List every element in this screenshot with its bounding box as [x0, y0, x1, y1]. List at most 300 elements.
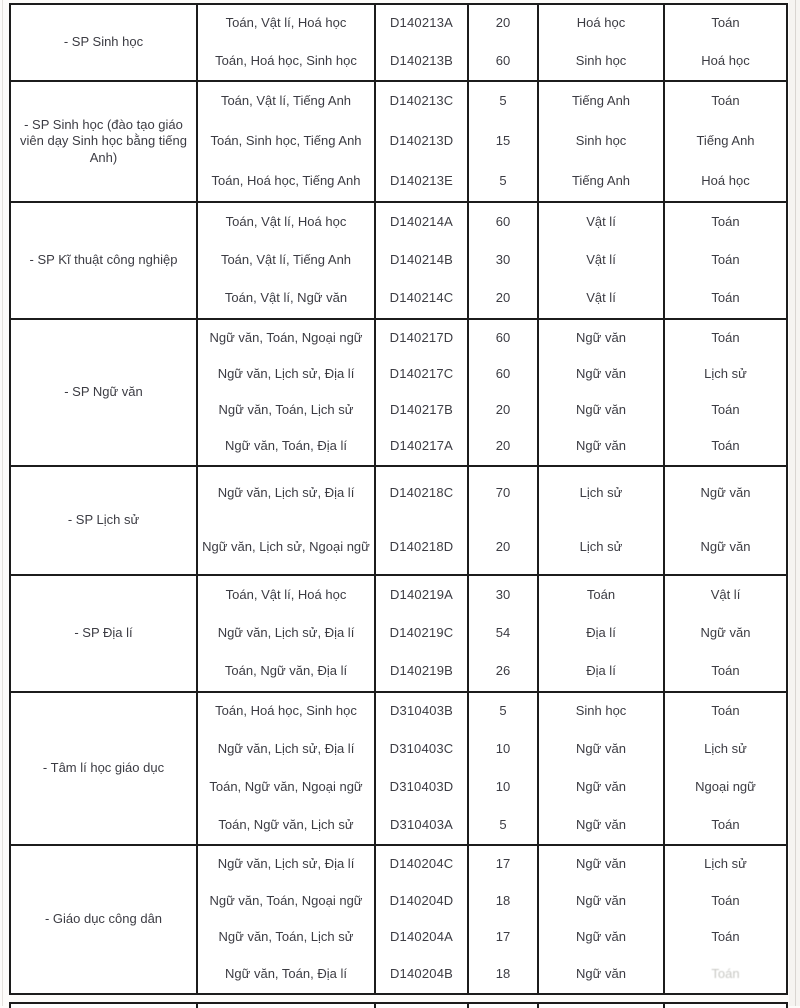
main-subject-cell-value: Hoá học	[577, 16, 625, 31]
cell-line	[198, 467, 374, 521]
cell-line	[539, 467, 663, 521]
code-cell-value: D140217D	[390, 331, 454, 346]
combination-cell-value: Toán, Ngữ văn, Ngoại ngữ	[209, 780, 362, 795]
secondary-subject-cell-value: Ngữ văn	[701, 626, 751, 641]
cell-line	[469, 614, 537, 652]
cell-line	[539, 241, 663, 279]
main-subject-cell-value: Địa lí	[586, 626, 616, 641]
main-subject-cell-value: Ngữ văn	[576, 439, 626, 454]
cell-line	[539, 693, 663, 731]
secondary-subject-cell-value: Toán	[711, 403, 739, 418]
code-cell-value: D140214A	[390, 215, 453, 230]
partial-cell	[196, 1004, 374, 1008]
combination-cell-value: Ngữ văn, Toán, Địa lí	[225, 967, 347, 982]
secondary-subject-cell-value: Toán	[711, 818, 739, 833]
cell-line	[198, 769, 374, 807]
cell-line	[665, 467, 786, 521]
cell-line	[376, 241, 467, 279]
program-cell	[11, 467, 196, 574]
code-cell-value: D140217C	[390, 367, 454, 382]
cell-line	[539, 731, 663, 769]
code-cell	[374, 693, 467, 844]
cell-line	[198, 521, 374, 575]
program-cell	[11, 203, 196, 318]
cell-line	[539, 122, 663, 162]
cell-line	[665, 576, 786, 614]
cell-line	[198, 320, 374, 356]
code-cell-value: D140213D	[390, 134, 454, 149]
cell-line	[469, 356, 537, 392]
cell-line	[665, 5, 786, 43]
program-name: - SP Sinh học (đào tạo giáo viên dạy Sinh học bằng tiếng Anh)	[11, 115, 196, 168]
cell-line	[198, 122, 374, 162]
admissions-table	[9, 3, 788, 995]
cell-line	[198, 614, 374, 652]
cell-line	[469, 429, 537, 465]
cell-line	[539, 203, 663, 241]
combination-cell-value: Toán, Vật lí, Ngữ văn	[225, 291, 347, 306]
combination-cell-value: Ngữ văn, Toán, Lịch sử	[219, 930, 354, 945]
cell-line	[376, 846, 467, 883]
quota-cell-value: 60	[496, 215, 510, 230]
secondary-subject-cell	[663, 203, 786, 318]
code-cell-value: D140213C	[390, 94, 454, 109]
combination-cell-value: Toán, Ngữ văn, Lịch sử	[218, 818, 353, 833]
cell-line	[539, 393, 663, 429]
cell-line	[665, 920, 786, 957]
secondary-subject-cell-value: Toán	[711, 967, 739, 982]
main-subject-cell-value: Tiếng Anh	[572, 174, 630, 189]
quota-cell-value: 30	[496, 588, 510, 603]
cell-line	[539, 614, 663, 652]
cell-line	[376, 731, 467, 769]
quota-cell-value: 5	[499, 818, 506, 833]
main-subject-cell-value: Sinh học	[576, 134, 627, 149]
partial-cell	[663, 1004, 786, 1008]
main-subject-cell-value: Ngữ văn	[576, 967, 626, 982]
cell-line	[376, 920, 467, 957]
cell-line	[665, 769, 786, 807]
main-subject-cell-value: Ngữ văn	[576, 367, 626, 382]
cell-line	[665, 806, 786, 844]
code-cell-value: D310403A	[390, 818, 453, 833]
cell-line	[376, 653, 467, 691]
main-subject-cell	[537, 203, 663, 318]
cell-line	[469, 467, 537, 521]
secondary-subject-cell	[663, 576, 786, 691]
main-subject-cell	[537, 693, 663, 844]
combination-cell-value: Ngữ văn, Lịch sử, Địa lí	[218, 857, 355, 872]
code-cell-value: D140213A	[390, 16, 453, 31]
cell-line	[469, 280, 537, 318]
secondary-subject-cell-value: Hoá học	[701, 174, 749, 189]
quota-cell-value: 30	[496, 253, 510, 268]
cell-line	[198, 5, 374, 43]
secondary-subject-cell-value: Toán	[711, 291, 739, 306]
code-cell	[374, 846, 467, 993]
cell-line	[376, 693, 467, 731]
program-name: - Tâm lí học giáo dục	[11, 758, 196, 778]
main-subject-cell	[537, 576, 663, 691]
cell-line	[198, 576, 374, 614]
code-cell-value: D140204D	[390, 894, 454, 909]
quota-cell-value: 20	[496, 403, 510, 418]
partial-cell	[374, 1004, 467, 1008]
cell-line	[665, 122, 786, 162]
cell-line	[665, 883, 786, 920]
secondary-subject-cell-value: Lịch sử	[704, 367, 747, 382]
cell-line	[665, 161, 786, 201]
cell-line	[665, 393, 786, 429]
cell-line	[198, 956, 374, 993]
combination-cell-value: Toán, Vật lí, Tiếng Anh	[221, 253, 351, 268]
combination-cell	[196, 5, 374, 80]
table-row-group	[11, 82, 786, 203]
cell-line	[665, 429, 786, 465]
cell-line	[376, 521, 467, 575]
cell-line	[469, 846, 537, 883]
cell-line	[539, 161, 663, 201]
cell-line	[469, 653, 537, 691]
secondary-subject-cell-value: Tiếng Anh	[696, 134, 754, 149]
cell-line	[539, 806, 663, 844]
next-row-partial	[9, 1002, 788, 1008]
quota-cell-value: 18	[496, 967, 510, 982]
quota-cell	[467, 82, 537, 201]
quota-cell-value: 5	[499, 94, 506, 109]
program-cell	[11, 846, 196, 993]
cell-line	[198, 731, 374, 769]
cell-line	[198, 883, 374, 920]
cell-line	[469, 693, 537, 731]
table-row-group	[11, 576, 786, 693]
cell-line	[469, 956, 537, 993]
cell-line	[198, 161, 374, 201]
combination-cell-value: Ngữ văn, Lịch sử, Địa lí	[218, 367, 355, 382]
secondary-subject-cell-value: Toán	[711, 439, 739, 454]
code-cell-value: D140213B	[390, 54, 453, 69]
code-cell	[374, 320, 467, 465]
combination-cell-value: Ngữ văn, Lịch sử, Địa lí	[218, 486, 355, 501]
main-subject-cell-value: Toán	[587, 588, 615, 603]
combination-cell-value: Ngữ văn, Toán, Lịch sử	[219, 403, 354, 418]
cell-line	[469, 43, 537, 81]
code-cell-value: D140217B	[390, 403, 453, 418]
combination-cell	[196, 693, 374, 844]
cell-line	[469, 769, 537, 807]
combination-cell-value: Toán, Vật lí, Hoá học	[226, 588, 347, 603]
secondary-subject-cell-value: Toán	[711, 94, 739, 109]
cell-line	[539, 5, 663, 43]
main-subject-cell-value: Ngữ văn	[576, 818, 626, 833]
combination-cell	[196, 82, 374, 201]
cell-line	[198, 43, 374, 81]
quota-cell	[467, 203, 537, 318]
main-subject-cell-value: Sinh học	[576, 704, 627, 719]
main-subject-cell-value: Lịch sử	[580, 540, 623, 555]
code-cell-value: D140204C	[390, 857, 454, 872]
cell-line	[198, 806, 374, 844]
partial-cell	[11, 1004, 196, 1008]
cell-line	[469, 521, 537, 575]
cell-line	[376, 769, 467, 807]
secondary-subject-cell-value: Lịch sử	[704, 742, 747, 757]
code-cell-value: D310403C	[390, 742, 454, 757]
combination-cell-value: Toán, Hoá học, Sinh học	[215, 54, 357, 69]
cell-line	[539, 653, 663, 691]
quota-cell	[467, 320, 537, 465]
combination-cell-value: Ngữ văn, Lịch sử, Địa lí	[218, 626, 355, 641]
cell-line	[376, 356, 467, 392]
secondary-subject-cell-value: Ngữ văn	[701, 486, 751, 501]
quota-cell-value: 20	[496, 540, 510, 555]
main-subject-cell-value: Ngữ văn	[576, 894, 626, 909]
cell-line	[469, 5, 537, 43]
combination-cell-value: Toán, Hoá học, Sinh học	[215, 704, 357, 719]
secondary-subject-cell-value: Hoá học	[701, 54, 749, 69]
cell-line	[539, 846, 663, 883]
main-subject-cell-value: Vật lí	[586, 215, 616, 230]
main-subject-cell-value: Lịch sử	[580, 486, 623, 501]
cell-line	[469, 82, 537, 122]
cell-line	[539, 576, 663, 614]
cell-line	[539, 280, 663, 318]
cell-line	[665, 320, 786, 356]
program-name: - SP Sinh học	[11, 32, 196, 52]
code-cell-value: D140214B	[390, 253, 453, 268]
quota-cell-value: 5	[499, 174, 506, 189]
cell-line	[539, 521, 663, 575]
cell-line	[198, 920, 374, 957]
table-row-group	[11, 5, 786, 82]
right-edge-line	[795, 0, 796, 1006]
cell-line	[376, 43, 467, 81]
code-cell-value: D140218D	[390, 540, 454, 555]
cell-line	[198, 393, 374, 429]
cell-line	[376, 883, 467, 920]
cell-line	[665, 693, 786, 731]
table-row-group	[11, 467, 786, 576]
cell-line	[665, 653, 786, 691]
quota-cell-value: 20	[496, 439, 510, 454]
secondary-subject-cell-value: Ngữ văn	[701, 540, 751, 555]
secondary-subject-cell	[663, 82, 786, 201]
cell-line	[665, 82, 786, 122]
quota-cell-value: 54	[496, 626, 510, 641]
cell-line	[376, 467, 467, 521]
secondary-subject-cell-value: Toán	[711, 331, 739, 346]
quota-cell-value: 17	[496, 857, 510, 872]
combination-cell	[196, 576, 374, 691]
secondary-subject-cell-value: Toán	[711, 930, 739, 945]
quota-cell-value: 17	[496, 930, 510, 945]
partial-cell	[467, 1004, 537, 1008]
cell-line	[469, 241, 537, 279]
cell-line	[665, 846, 786, 883]
main-subject-cell-value: Ngữ văn	[576, 930, 626, 945]
secondary-subject-cell	[663, 693, 786, 844]
cell-line	[376, 122, 467, 162]
cell-line	[539, 920, 663, 957]
cell-line	[198, 846, 374, 883]
cell-line	[198, 203, 374, 241]
cell-line	[376, 393, 467, 429]
combination-cell-value: Toán, Vật lí, Hoá học	[226, 16, 347, 31]
quota-cell-value: 70	[496, 486, 510, 501]
main-subject-cell	[537, 320, 663, 465]
secondary-subject-cell-value: Toán	[711, 215, 739, 230]
main-subject-cell-value: Ngữ văn	[576, 780, 626, 795]
quota-cell	[467, 5, 537, 80]
code-cell	[374, 203, 467, 318]
code-cell	[374, 467, 467, 574]
secondary-subject-cell-value: Toán	[711, 253, 739, 268]
cell-line	[469, 576, 537, 614]
combination-cell-value: Toán, Vật lí, Hoá học	[226, 215, 347, 230]
program-name: - SP Địa lí	[11, 623, 196, 643]
combination-cell-value: Ngữ văn, Lịch sử, Địa lí	[218, 742, 355, 757]
quota-cell-value: 26	[496, 664, 510, 679]
secondary-subject-cell	[663, 846, 786, 993]
cell-line	[665, 731, 786, 769]
quota-cell-value: 60	[496, 331, 510, 346]
program-cell	[11, 320, 196, 465]
cell-line	[469, 203, 537, 241]
cell-line	[665, 956, 786, 993]
secondary-subject-cell	[663, 320, 786, 465]
table-row-group	[11, 693, 786, 846]
quota-cell	[467, 846, 537, 993]
cell-line	[376, 5, 467, 43]
quota-cell-value: 10	[496, 742, 510, 757]
cell-line	[665, 521, 786, 575]
cell-line	[198, 280, 374, 318]
cell-line	[198, 429, 374, 465]
cell-line	[665, 356, 786, 392]
code-cell-value: D140219C	[390, 626, 454, 641]
combination-cell	[196, 203, 374, 318]
table-row-group	[11, 846, 786, 993]
cell-line	[376, 956, 467, 993]
cell-line	[469, 161, 537, 201]
cell-line	[198, 241, 374, 279]
program-cell	[11, 82, 196, 201]
quota-cell-value: 15	[496, 134, 510, 149]
cell-line	[376, 203, 467, 241]
secondary-subject-cell-value: Toán	[711, 664, 739, 679]
code-cell	[374, 82, 467, 201]
cell-line	[665, 241, 786, 279]
main-subject-cell-value: Địa lí	[586, 664, 616, 679]
combination-cell-value: Ngữ văn, Toán, Ngoại ngữ	[209, 331, 362, 346]
program-cell	[11, 693, 196, 844]
cell-line	[469, 883, 537, 920]
cell-line	[376, 161, 467, 201]
main-subject-cell-value: Vật lí	[586, 253, 616, 268]
cell-line	[665, 43, 786, 81]
program-name: - Giáo dục công dân	[11, 909, 196, 929]
main-subject-cell-value: Ngữ văn	[576, 857, 626, 872]
main-subject-cell-value: Ngữ văn	[576, 331, 626, 346]
secondary-subject-cell-value: Lịch sử	[704, 857, 747, 872]
secondary-subject-cell	[663, 467, 786, 574]
cell-line	[539, 429, 663, 465]
combination-cell-value: Ngữ văn, Toán, Ngoại ngữ	[209, 894, 362, 909]
cell-line	[376, 614, 467, 652]
cell-line	[469, 122, 537, 162]
main-subject-cell-value: Sinh học	[576, 54, 627, 69]
quota-cell-value: 5	[499, 704, 506, 719]
cell-line	[376, 82, 467, 122]
main-subject-cell-value: Ngữ văn	[576, 403, 626, 418]
code-cell-value: D140219A	[390, 588, 453, 603]
cell-line	[376, 806, 467, 844]
quota-cell	[467, 693, 537, 844]
cell-line	[539, 356, 663, 392]
main-subject-cell-value: Ngữ văn	[576, 742, 626, 757]
combination-cell-value: Ngữ văn, Lịch sử, Ngoại ngữ	[202, 540, 370, 555]
program-cell	[11, 576, 196, 691]
program-name: - SP Kĩ thuật công nghiệp	[11, 250, 196, 270]
quota-cell-value: 60	[496, 367, 510, 382]
cell-line	[665, 280, 786, 318]
quota-cell	[467, 467, 537, 574]
quota-cell-value: 60	[496, 54, 510, 69]
secondary-subject-cell-value: Vật lí	[711, 588, 741, 603]
cell-line	[376, 280, 467, 318]
cell-line	[376, 429, 467, 465]
left-edge-line	[2, 0, 3, 1006]
code-cell	[374, 5, 467, 80]
main-subject-cell-value: Tiếng Anh	[572, 94, 630, 109]
combination-cell-value: Toán, Hoá học, Tiếng Anh	[212, 174, 361, 189]
secondary-subject-cell-value: Ngoại ngữ	[695, 780, 756, 795]
main-subject-cell	[537, 846, 663, 993]
code-cell-value: D140213E	[390, 174, 453, 189]
combination-cell	[196, 467, 374, 574]
combination-cell	[196, 320, 374, 465]
cell-line	[539, 82, 663, 122]
combination-cell	[196, 846, 374, 993]
combination-cell-value: Toán, Sinh học, Tiếng Anh	[210, 134, 361, 149]
cell-line	[469, 393, 537, 429]
cell-line	[539, 43, 663, 81]
secondary-subject-cell-value: Toán	[711, 894, 739, 909]
code-cell-value: D140204A	[390, 930, 453, 945]
cell-line	[469, 320, 537, 356]
combination-cell-value: Toán, Vật lí, Tiếng Anh	[221, 94, 351, 109]
cell-line	[376, 320, 467, 356]
quota-cell-value: 10	[496, 780, 510, 795]
code-cell-value: D140204B	[390, 967, 453, 982]
code-cell-value: D310403B	[390, 704, 453, 719]
code-cell-value: D140218C	[390, 486, 454, 501]
program-name: - SP Lịch sử	[11, 510, 196, 530]
quota-cell-value: 20	[496, 291, 510, 306]
table-row-group	[11, 320, 786, 467]
code-cell-value: D140214C	[390, 291, 454, 306]
cell-line	[198, 653, 374, 691]
secondary-subject-cell	[663, 5, 786, 80]
cell-line	[539, 956, 663, 993]
main-subject-cell	[537, 5, 663, 80]
cell-line	[198, 693, 374, 731]
quota-cell	[467, 576, 537, 691]
cell-line	[539, 320, 663, 356]
code-cell	[374, 576, 467, 691]
secondary-subject-cell-value: Toán	[711, 16, 739, 31]
cell-line	[665, 203, 786, 241]
